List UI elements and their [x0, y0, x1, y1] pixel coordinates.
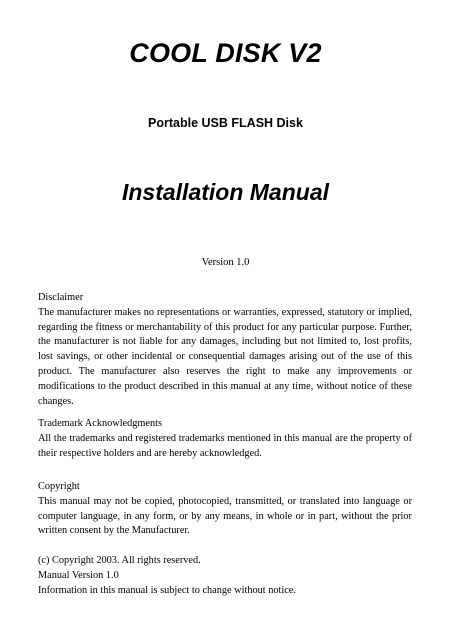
manual-version-note: Manual Version 1.0	[38, 569, 119, 581]
disclaimer-heading: Disclaimer	[38, 292, 84, 303]
disclaimer-section	[38, 291, 412, 409]
copyright-heading: Copyright	[38, 481, 80, 492]
document-subtitle: Portable USB FLASH Disk	[148, 116, 303, 130]
copyright-section	[38, 480, 412, 539]
footer-section	[38, 554, 412, 598]
trademark-section	[38, 417, 412, 461]
version-label: Version 1.0	[201, 257, 250, 268]
copyright-notice: (c) Copyright 2003. All rights reserved.	[38, 555, 201, 566]
document-title: COOL DISK V2	[129, 38, 322, 68]
trademark-heading: Trademark Acknowledgments	[38, 418, 163, 429]
trademark-body: All the trademarks and registered trademarks mentioned in this manual are the property of their respective holders and are hereby acknowledged.	[38, 432, 412, 459]
copyright-body: This manual may not be copied, photocopied, transmitted, or translated into language or computer language, in any form, or by any means, in whole or in part, without the prior written consent by the Manufacturer.	[38, 495, 412, 537]
change-notice: Information in this manual is subject to change without notice.	[38, 584, 296, 596]
manual-title: Installation Manual	[121, 179, 330, 205]
disclaimer-body: The manufacturer makes no representations or warranties, expressed, statutory or implied, regarding the fitness or merchantability of this product for any particular purpose. Further, the manufacturer is not liable for any damages, including but not limited to, lost profits, lost savings, or other incidental or consequential damages arising out of the use of this product. The manufacturer also reserves the right to make any improvements or modifications to the product described in this manual at any time, without notice of these changes.	[38, 306, 412, 407]
